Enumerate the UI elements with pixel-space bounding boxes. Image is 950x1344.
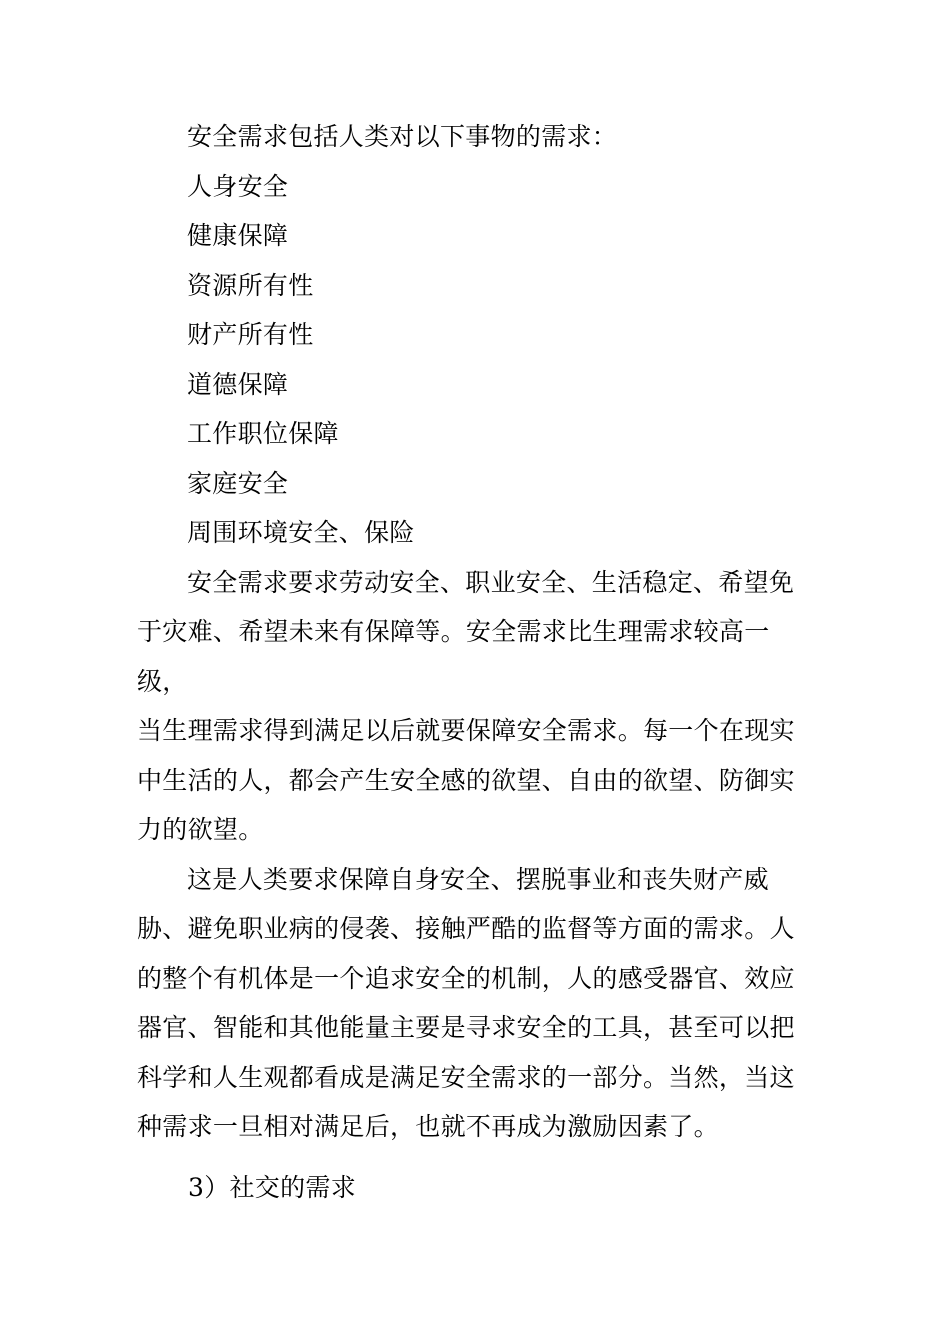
list-item-environment: 周围环境安全、保险 <box>187 518 415 547</box>
paragraph-line: 中生活的人，都会产生安全感的欲望、自由的欲望、防御实 <box>137 765 795 795</box>
paragraph-line: 的整个有机体是一个追求安全的机制，人的感受器官、效应 <box>137 963 795 993</box>
list-item-resource-ownership: 资源所有性 <box>187 270 314 300</box>
paragraph-line: 安全需求要求劳动安全、职业安全、生活稳定、希望免 <box>187 567 795 597</box>
paragraph-line: 于灾难、希望未来有保障等。安全需求比生理需求较高一级， <box>137 617 770 696</box>
paragraph-1 <box>137 558 817 855</box>
list-item-moral: 道德保障 <box>187 369 289 399</box>
list-item-job-security: 工作职位保障 <box>187 419 339 448</box>
paragraph-line: 这是人类要求保障自身安全、摆脱事业和丧失财产威 <box>187 864 769 894</box>
paragraph-line: 科学和人生观都看成是满足安全需求的一部分。当然，当这 <box>137 1062 795 1092</box>
paragraph-line: 器官、智能和其他能量主要是寻求安全的工具，甚至可以把 <box>137 1013 795 1042</box>
list-item-family-safety: 家庭安全 <box>187 468 289 498</box>
list-item-personal-safety: 人身安全 <box>187 171 289 201</box>
paragraph-line: 胁、避免职业病的侵袭、接触严酷的监督等方面的需求。人 <box>137 914 795 943</box>
paragraph-line: 力的欲望。 <box>137 815 264 844</box>
section-heading: 3）社交的需求 <box>188 1173 357 1202</box>
list-item-property-ownership: 财产所有性 <box>187 320 314 349</box>
intro-line: 安全需求包括人类对以下事物的需求： <box>187 122 618 151</box>
list-item-health: 健康保障 <box>187 221 289 250</box>
paragraph-line: 种需求一旦相对满足后，也就不再成为激励因素了。 <box>137 1112 719 1141</box>
paragraph-line: 当生理需求得到满足以后就要保障安全需求。每一个在现实 <box>137 716 795 745</box>
paragraph-2 <box>137 855 817 1152</box>
body-text <box>137 112 817 1152</box>
